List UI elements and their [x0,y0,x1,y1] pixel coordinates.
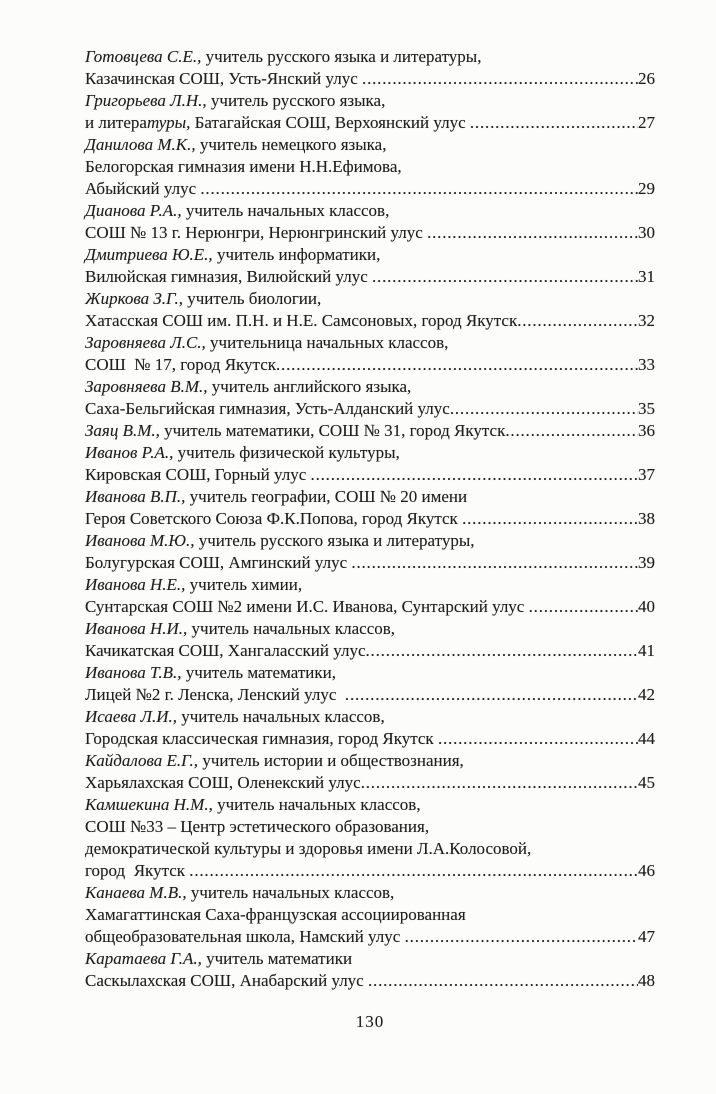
entry-text: Батагайская СОШ, Верхоянский улус [194,113,470,132]
toc-line [85,684,655,706]
entry-text: учитель математики, [185,663,336,682]
teacher-name: Данилова М.К., [85,135,200,154]
teacher-name: Дмитриева Ю.Е., [85,245,217,264]
toc-line [85,486,655,508]
toc-line [85,200,655,222]
entry-text: Казачинская СОШ, Усть-Янский улус [85,69,363,88]
teacher-name: Камшекина Н.М., [85,795,218,814]
toc-line [85,354,655,376]
teacher-name: Иванова Н.Е., [85,575,190,594]
page-footer [85,1012,655,1032]
entry-text: Саскылахская СОШ, Анабарский улус [85,971,368,990]
teacher-name: Иванова Т.В., [85,663,186,682]
page-number: 27 [638,113,655,132]
entry-text: учитель начальных классов, [217,795,421,814]
toc-line [85,310,655,332]
toc-line [85,530,655,552]
teacher-name: Каратаева Г.А., [85,949,207,968]
page-number: 47 [638,927,655,946]
entry-text: учительница начальных классов, [210,333,449,352]
toc-line [85,882,655,904]
teacher-name: Кайдалова Е.Г., [85,751,203,770]
teacher-name: Готовцева С.Е., [85,47,206,66]
teacher-name: Дианова Р.А., [85,201,186,220]
teacher-name: Григорьева Л.Н., [85,91,211,110]
toc-line [85,464,655,486]
toc-line [85,574,655,596]
toc-line [85,926,655,948]
toc-line [85,68,655,90]
entry-text: демократической культуры и здоровья имени Л.А.Колосовой, [85,839,532,858]
entry-text: Качикатская СОШ, Хангаласский улус [85,641,366,660]
toc-line [85,904,655,926]
entry-text: учитель математики [206,949,353,968]
page-number: 30 [638,223,655,242]
entry-text: Кировская СОШ, Горный улус [85,465,311,484]
dot-leader [351,552,638,574]
entry-text: учитель информатики, [216,245,381,264]
page-number: 29 [638,179,655,198]
toc-line [85,332,655,354]
entry-text: учитель биологии, [187,289,322,308]
entry-text: Болугурская СОШ, Амгинский улус [85,553,352,572]
teacher-name: Иванова М.Ю., [85,531,199,550]
entry-text: учитель физической культуры, [177,443,400,462]
toc-line [85,860,655,882]
entry-text: учитель русского языка и литературы, [198,531,475,550]
entry-text: учитель русского языка и литературы, [205,47,482,66]
toc-line [85,970,655,992]
dot-leader [189,860,638,882]
entry-text: Лицей №2 г. Ленска, Ленский улус [85,685,345,704]
page-number: 36 [638,421,655,440]
dot-leader [366,640,639,662]
page-number: 38 [638,509,655,528]
dot-leader [276,354,638,376]
dot-leader [362,68,638,90]
dot-leader [450,398,638,420]
entry-text: учитель начальных классов, [185,201,390,220]
teacher-name: Иванова В.П., [85,487,190,506]
entry-text: СОШ №33 – Центр эстетического образования, [85,817,430,836]
dot-leader [505,420,638,442]
entry-text: учитель начальных классов, [190,883,395,902]
teacher-name: Заяц В.М., [85,421,165,440]
entry-text: Городская классическая гимназия, город Якутск [85,729,438,748]
teacher-name: туры, [146,113,195,132]
page-number: 32 [638,311,655,330]
toc-line [85,728,655,750]
toc-line [85,288,655,310]
entry-text: учитель начальных классов, [191,619,396,638]
page-number: 44 [638,729,655,748]
page-number: 26 [638,69,655,88]
entry-text: общеобразовательная школа, Намский улус [85,927,405,946]
dot-leader [361,772,638,794]
dot-leader [470,112,638,134]
entry-text: СОШ № 17, город Якутск [85,355,276,374]
entry-text: и литера [85,113,147,132]
toc-line [85,376,655,398]
dot-leader [517,310,638,332]
dot-leader [345,684,638,706]
entry-text: Героя Советского Союза Ф.К.Попова, город Якутск [85,509,463,528]
entry-text: Абыйский улус [85,179,201,198]
toc-line [85,178,655,200]
page-number: 33 [638,355,655,374]
entry-text: учитель географии, СОШ № 20 имени [189,487,468,506]
toc-line [85,46,655,68]
toc-line [85,442,655,464]
toc-line [85,156,655,178]
page-number: 46 [638,861,655,880]
toc-line [85,772,655,794]
teacher-name: Канаева М.В., [85,883,191,902]
toc-line [85,420,655,442]
page-number: 31 [638,267,655,286]
teacher-name: Жиркова З.Г., [85,289,188,308]
entry-text: учитель математики, СОШ № 31, город Якутск [164,421,506,440]
entry-text: Харьялахская СОШ, Оленекский улус [85,773,361,792]
entry-text: Саха-Бельгийская гимназия, Усть-Алданский улус [85,399,450,418]
toc-list [85,46,655,992]
entry-text: Вилюйская гимназия, Вилюйский улус [85,267,372,286]
toc-line [85,838,655,860]
toc-line [85,706,655,728]
entry-text: учитель химии, [189,575,303,594]
toc-line [85,112,655,134]
toc-line [85,662,655,684]
dot-leader [462,508,638,530]
page-footer-number: 130 [355,1012,385,1031]
page-number: 41 [638,641,655,660]
teacher-name: Исаева Л.И., [85,707,182,726]
dot-leader [311,464,638,486]
toc-line [85,948,655,970]
teacher-name: Иванова Н.И., [85,619,192,638]
entry-text: учитель русского языка, [210,91,386,110]
dot-leader [529,596,638,618]
toc-line [85,794,655,816]
dot-leader [438,728,638,750]
entry-text: Хатасская СОШ им. П.Н. и Н.Е. Самсоновых, город Якутск [85,311,518,330]
entry-text: Белогорская гимназия имени Н.Н.Ефимова, [85,157,402,176]
page-number: 37 [638,465,655,484]
page-number: 45 [638,773,655,792]
page-number: 42 [638,685,655,704]
entry-text: Хамагаттинская Саха-французская ассоциированная [85,905,466,924]
toc-line [85,816,655,838]
page-number: 40 [638,597,655,616]
toc-line [85,508,655,530]
toc-line [85,134,655,156]
toc-line [85,618,655,640]
entry-text: учитель английского языка, [211,377,412,396]
entry-text: учитель немецкого языка, [199,135,387,154]
page-number: 35 [638,399,655,418]
toc-line [85,90,655,112]
toc-line [85,222,655,244]
entry-text: учитель истории и обществознания, [202,751,464,770]
toc-line [85,398,655,420]
dot-leader [372,266,638,288]
toc-line [85,244,655,266]
dot-leader [427,222,638,244]
toc-line [85,750,655,772]
teacher-name: Заровняева В.М., [85,377,212,396]
dot-leader [405,926,638,948]
entry-text: город Якутск [85,861,190,880]
toc-line [85,552,655,574]
page-number: 39 [638,553,655,572]
dot-leader [200,178,638,200]
teacher-name: Иванов Р.А., [85,443,178,462]
toc-line [85,266,655,288]
dot-leader [368,970,638,992]
toc-line [85,596,655,618]
teacher-name: Заровняева Л.С., [85,333,211,352]
page-number: 48 [638,971,655,990]
entry-text: Сунтарская СОШ №2 имени И.С. Иванова, Сунтарский улус [85,597,529,616]
entry-text: СОШ № 13 г. Нерюнгри, Нерюнгринский улус [85,223,428,242]
entry-text: учитель начальных классов, [181,707,385,726]
toc-line [85,640,655,662]
